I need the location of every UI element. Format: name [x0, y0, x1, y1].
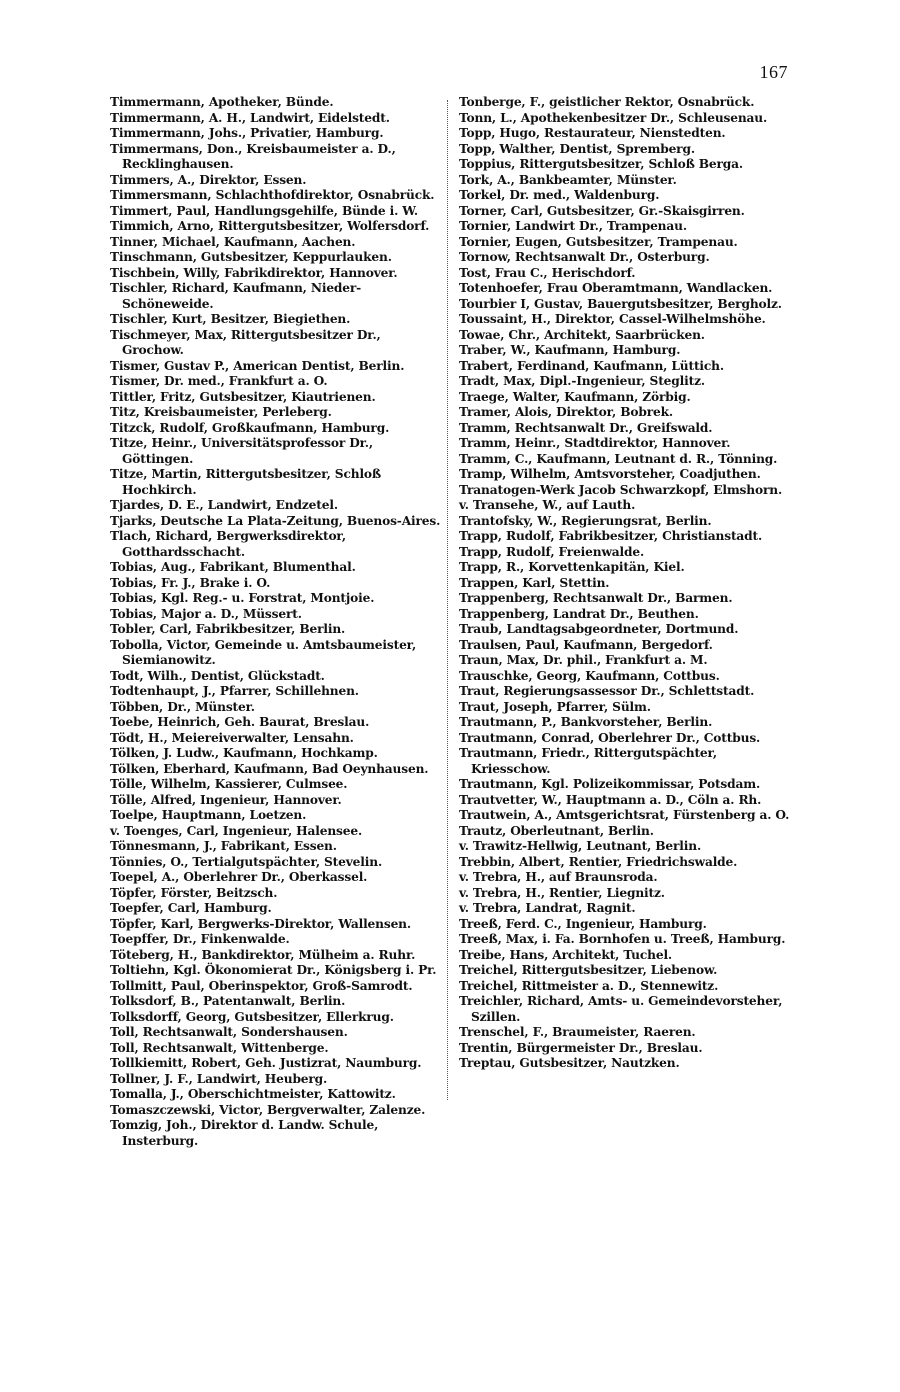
- directory-entry: Trautmann, P., Bankvorsteher, Berlin.: [459, 715, 713, 729]
- directory-entry: Toppius, Rittergutsbesitzer, Schloß Berga.: [459, 157, 744, 171]
- directory-entry: Tomzig, Joh., Direktor d. Landw. Schule, Insterburg.: [110, 1118, 379, 1148]
- directory-entry: Treeß, Ferd. C., Ingenieur, Hamburg.: [459, 916, 707, 931]
- directory-entry: Tobias, Fr. J., Brake i. O.: [110, 575, 271, 590]
- directory-entry: Tollmitt, Paul, Oberinspektor, Groß-Samrodt.: [110, 978, 413, 993]
- directory-entry: Tork, A., Bankbeamter, Münster.: [459, 172, 677, 187]
- directory-entry: Toll, Rechtsanwalt, Wittenberge.: [110, 1040, 329, 1055]
- directory-entry: Traut, Joseph, Pfarrer, Sülm.: [459, 699, 651, 714]
- directory-entry: Tinschmann, Gutsbesitzer, Keppurlauken.: [110, 250, 392, 264]
- directory-entry: Treichel, Rittergutsbesitzer, Liebenow.: [459, 963, 718, 977]
- directory-entry: Toll, Rechtsanwalt, Sondershausen.: [110, 1025, 348, 1039]
- directory-entry: Todt, Wilh., Dentist, Glückstadt.: [110, 668, 325, 683]
- directory-entry: Tramp, Wilhelm, Amtsvorsteher, Coadjuthen.: [459, 467, 761, 481]
- directory-entry: Tobias, Major a. D., Müssert.: [110, 606, 302, 621]
- directory-entry: Tramm, Heinr., Stadtdirektor, Hannover.: [459, 436, 731, 450]
- directory-entry: Tischmeyer, Max, Rittergutsbesitzer Dr., Grochow.: [110, 327, 381, 357]
- directory-entry: Traut, Regierungsassessor Dr., Schlettstadt.: [459, 684, 755, 698]
- directory-entry: Torner, Carl, Gutsbesitzer, Gr.-Skaisgirren.: [459, 203, 745, 218]
- directory-entry: Tolksdorff, Georg, Gutsbesitzer, Ellerkrug.: [110, 1009, 394, 1024]
- directory-entry: Trantofsky, W., Regierungsrat, Berlin.: [459, 513, 712, 528]
- directory-entry: Timmich, Arno, Rittergutsbesitzer, Wolfersdorf.: [110, 219, 430, 233]
- directory-entry: Towae, Chr., Architekt, Saarbrücken.: [459, 327, 705, 342]
- directory-entry: Tradt, Max, Dipl.-Ingenieur, Steglitz.: [459, 374, 705, 388]
- directory-entry: Tourbier I, Gustav, Bauergutsbesitzer, Bergholz.: [459, 296, 782, 311]
- directory-entry: Többen, Dr., Münster.: [110, 699, 255, 714]
- directory-entry: Traege, Walter, Kaufmann, Zörbig.: [459, 389, 691, 404]
- directory-entry: Tischbein, Willy, Fabrikdirektor, Hannover.: [110, 265, 398, 280]
- directory-entry: Tramm, Rechtsanwalt Dr., Greifswald.: [459, 420, 713, 435]
- directory-entry: v. Trebra, H., Rentier, Liegnitz.: [459, 885, 665, 900]
- directory-entry: Tolksdorf, B., Patentanwalt, Berlin.: [110, 994, 346, 1008]
- directory-entry: Tönnies, O., Tertialgutspächter, Stevelin.: [110, 854, 383, 869]
- directory-entry: Trapp, Rudolf, Fabrikbesitzer, Christianstadt.: [459, 529, 763, 543]
- directory-entry: Traun, Max, Dr. phil., Frankfurt a. M.: [459, 653, 708, 667]
- directory-entry: Treibe, Hans, Architekt, Tuchel.: [459, 947, 673, 962]
- directory-entry: Tittler, Fritz, Gutsbesitzer, Kiautrienen.: [110, 389, 376, 404]
- directory-entry: Tismer, Gustav P., American Dentist, Berlin.: [110, 358, 405, 373]
- directory-entry: Treichler, Richard, Amts- u. Gemeindevorsteher, Szillen.: [459, 994, 783, 1024]
- directory-entry: Toebe, Heinrich, Geh. Baurat, Breslau.: [110, 715, 370, 729]
- directory-entry: Timmermann, A. H., Landwirt, Eidelstedt.: [110, 110, 390, 125]
- directory-entry: Timmert, Paul, Handlungsgehilfe, Bünde i. W.: [110, 203, 418, 218]
- directory-entry: Trautwein, A., Amtsgerichtsrat, Fürstenberg a. O.: [459, 808, 790, 822]
- directory-entry: v. Trebra, Landrat, Ragnit.: [459, 901, 636, 915]
- directory-entry: Tölken, J. Ludw., Kaufmann, Hochkamp.: [110, 746, 378, 760]
- directory-entry: v. Trebra, H., auf Braunsroda.: [459, 870, 658, 884]
- directory-entry: Töteberg, H., Bankdirektor, Mülheim a. Ruhr.: [110, 947, 416, 962]
- directory-entry: Trappen, Karl, Stettin.: [459, 575, 610, 590]
- directory-entry: Töpfer, Karl, Bergwerks-Direktor, Wallensen.: [110, 916, 411, 931]
- directory-entry: Trautmann, Conrad, Oberlehrer Dr., Cottbus.: [459, 730, 761, 745]
- right-column: [459, 95, 795, 1072]
- directory-entry: Totenhoefer, Frau Oberamtmann, Wandlacken.: [459, 281, 773, 295]
- directory-entry: Töpfer, Förster, Beitzsch.: [110, 885, 278, 900]
- directory-entry: Toltiehn, Kgl. Ökonomierat Dr., Königsberg i. Pr.: [110, 963, 437, 977]
- directory-entry: Trautz, Oberleutnant, Berlin.: [459, 823, 654, 838]
- directory-entry: Tonn, L., Apothekenbesitzer Dr., Schleusenau.: [459, 110, 768, 125]
- directory-entry: Treptau, Gutsbesitzer, Nautzken.: [459, 1056, 680, 1070]
- directory-entry: Trautmann, Kgl. Polizeikommissar, Potsdam.: [459, 777, 761, 791]
- directory-entry: Trappenberg, Landrat Dr., Beuthen.: [459, 606, 699, 621]
- directory-entry: Trautvetter, W., Hauptmann a. D., Cöln a. Rh.: [459, 792, 762, 807]
- directory-entry: Tollkiemitt, Robert, Geh. Justizrat, Naumburg.: [110, 1056, 422, 1070]
- directory-entry: Timmersmann, Schlachthofdirektor, Osnabrück.: [110, 188, 435, 202]
- directory-entry: Tischler, Kurt, Besitzer, Biegiethen.: [110, 312, 351, 326]
- directory-entry: Titze, Heinr., Universitätsprofessor Dr., Göttingen.: [110, 436, 373, 466]
- directory-entry: Tomaszczewski, Victor, Bergverwalter, Zalenze.: [110, 1102, 426, 1117]
- directory-entry: Tlach, Richard, Bergwerksdirektor, Gotthardsschacht.: [110, 529, 346, 559]
- directory-entry: Treichel, Rittmeister a. D., Stennewitz.: [459, 978, 719, 993]
- directory-entry: v. Toenges, Carl, Ingenieur, Halensee.: [110, 823, 363, 838]
- directory-entry: Toepffer, Dr., Finkenwalde.: [110, 932, 290, 946]
- directory-entry: Topp, Walther, Dentist, Spremberg.: [459, 141, 695, 156]
- directory-entry: Timmermann, Apotheker, Bünde.: [110, 95, 334, 109]
- directory-entry: Tjarks, Deutsche La Plata-Zeitung, Buenos-Aires.: [110, 513, 441, 528]
- directory-entry: Torkel, Dr. med., Waldenburg.: [459, 188, 660, 202]
- directory-entry: Tornow, Rechtsanwalt Dr., Osterburg.: [459, 250, 710, 264]
- directory-entry: Tobler, Carl, Fabrikbesitzer, Berlin.: [110, 622, 346, 636]
- directory-entry: Timmermans, Don., Kreisbaumeister a. D., Recklinghausen.: [110, 141, 396, 171]
- directory-entry: Tölken, Eberhard, Kaufmann, Bad Oeynhausen.: [110, 761, 429, 776]
- directory-entry: Tobias, Aug., Fabrikant, Blumenthal.: [110, 560, 356, 574]
- directory-entry: Trappenberg, Rechtsanwalt Dr., Barmen.: [459, 591, 733, 605]
- directory-entry: Trautmann, Friedr., Rittergutspächter, Kriesschow.: [459, 746, 718, 776]
- directory-entry: Trapp, Rudolf, Freienwalde.: [459, 544, 645, 559]
- directory-entry: Titz, Kreisbaumeister, Perleberg.: [110, 405, 332, 419]
- directory-entry: Toepel, A., Oberlehrer Dr., Oberkassel.: [110, 870, 368, 884]
- page-number: 167: [759, 62, 788, 82]
- directory-entry: Toepfer, Carl, Hamburg.: [110, 901, 272, 915]
- directory-entry: Titzck, Rudolf, Großkaufmann, Hamburg.: [110, 420, 390, 435]
- directory-entry: Tismer, Dr. med., Frankfurt a. O.: [110, 374, 328, 388]
- directory-entry: Tölle, Wilhelm, Kassierer, Culmsee.: [110, 777, 348, 791]
- directory-entry: Trebbin, Albert, Rentier, Friedrichswalde.: [459, 854, 738, 869]
- directory-entry: Tödt, H., Meiereiverwalter, Lensahn.: [110, 730, 354, 745]
- directory-entry: Tornier, Landwirt Dr., Trampenau.: [459, 219, 687, 233]
- directory-entry: Trentin, Bürgermeister Dr., Breslau.: [459, 1040, 703, 1055]
- directory-entry: Tramm, C., Kaufmann, Leutnant d. R., Tönning.: [459, 451, 778, 466]
- directory-entry: Trauschke, Georg, Kaufmann, Cottbus.: [459, 668, 720, 683]
- directory-entry: Tischler, Richard, Kaufmann, Nieder-Schöneweide.: [110, 281, 362, 311]
- directory-entry: Traber, W., Kaufmann, Hamburg.: [459, 343, 681, 357]
- left-column: [110, 95, 442, 1149]
- directory-entry: v. Transehe, W., auf Lauth.: [459, 498, 636, 512]
- directory-entry: Tost, Frau C., Herischdorf.: [459, 265, 636, 280]
- directory-entry: Tomalla, J., Oberschichtmeister, Kattowitz.: [110, 1087, 396, 1101]
- directory-entry: Traulsen, Paul, Kaufmann, Bergedorf.: [459, 637, 713, 652]
- directory-entry: Titze, Martin, Rittergutsbesitzer, Schloß Hochkirch.: [110, 467, 382, 497]
- directory-entry: Tjardes, D. E., Landwirt, Endzetel.: [110, 498, 338, 512]
- directory-entry: Trenschel, F., Braumeister, Raeren.: [459, 1025, 696, 1039]
- directory-entry: Traub, Landtagsabgeordneter, Dortmund.: [459, 622, 739, 636]
- directory-entry: Trapp, R., Korvettenkapitän, Kiel.: [459, 560, 685, 574]
- column-divider: [447, 100, 448, 1100]
- directory-entry: Todtenhaupt, J., Pfarrer, Schillehnen.: [110, 684, 359, 698]
- directory-entry: v. Trawitz-Hellwig, Leutnant, Berlin.: [459, 839, 702, 853]
- directory-entry: Tobolla, Victor, Gemeinde u. Amtsbaumeister, Siemianowitz.: [110, 637, 417, 667]
- directory-entry: Timmers, A., Direktor, Essen.: [110, 172, 307, 187]
- directory-entry: Tornier, Eugen, Gutsbesitzer, Trampenau.: [459, 234, 738, 249]
- directory-entry: Tölle, Alfred, Ingenieur, Hannover.: [110, 792, 342, 807]
- directory-entry: Tönnesmann, J., Fabrikant, Essen.: [110, 839, 337, 853]
- directory-entry: Tranatogen-Werk Jacob Schwarzkopf, Elmshorn.: [459, 482, 783, 497]
- directory-entry: Tramer, Alois, Direktor, Bobrek.: [459, 405, 673, 419]
- directory-entry: Treeß, Max, i. Fa. Bornhofen u. Treeß, Hamburg.: [459, 932, 786, 946]
- directory-entry: Timmermann, Johs., Privatier, Hamburg.: [110, 126, 384, 140]
- directory-entry: Topp, Hugo, Restaurateur, Nienstedten.: [459, 126, 726, 140]
- directory-entry: Tonberge, F., geistlicher Rektor, Osnabrück.: [459, 95, 755, 109]
- directory-entry: Tobias, Kgl. Reg.- u. Forstrat, Montjoie.: [110, 591, 375, 605]
- directory-entry: Tollner, J. F., Landwirt, Heuberg.: [110, 1071, 328, 1086]
- directory-entry: Toelpe, Hauptmann, Loetzen.: [110, 808, 307, 822]
- directory-entry: Tinner, Michael, Kaufmann, Aachen.: [110, 234, 356, 249]
- directory-entry: Trabert, Ferdinand, Kaufmann, Lüttich.: [459, 358, 724, 373]
- directory-entry: Toussaint, H., Direktor, Cassel-Wilhelmshöhe.: [459, 312, 766, 326]
